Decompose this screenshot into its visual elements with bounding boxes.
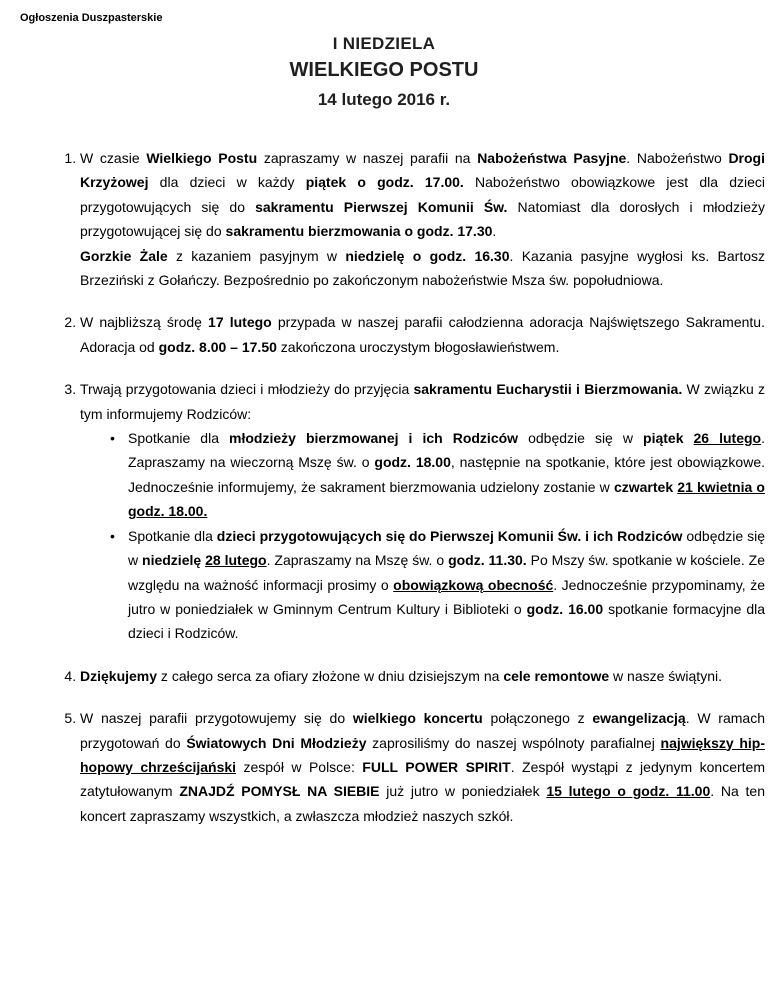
text-run: niedzielę o godz. 16.30 bbox=[345, 247, 510, 264]
text-run: Natomiast dla dorosłych i młodzieży przygotowującej się do bbox=[80, 198, 765, 240]
text-run: wielkiego koncertu bbox=[352, 710, 483, 727]
text-run: . Zespół wystąpi z jedynym koncertem zatytułowanym bbox=[80, 758, 765, 800]
text-run: Nabożeństwo obowiązkowe jest dla dzieci przygotowujących się do bbox=[80, 174, 766, 215]
text-run: godz. 18.00 bbox=[374, 454, 451, 471]
text-run: W czasie bbox=[80, 150, 147, 166]
text-run: W najbliższą środę bbox=[80, 314, 209, 331]
text-run: największy hip-hopowy chrześcijański bbox=[80, 734, 766, 775]
text-run: W związku z tym informujemy Rodziców: bbox=[80, 381, 765, 422]
text-run: z kazaniem pasyjnym w bbox=[167, 247, 346, 264]
text-run: . Nabożeństwo bbox=[626, 150, 729, 166]
text-run: zespół w Polsce: bbox=[236, 758, 363, 775]
announcement-5 bbox=[80, 706, 765, 828]
text-run: niedzielę bbox=[142, 552, 206, 569]
text-run: . W ramach przygotowań do bbox=[80, 710, 765, 751]
announcement-2 bbox=[80, 310, 765, 359]
text-run: piątek o godz. 17.00. bbox=[305, 174, 464, 191]
text-run: czwartek bbox=[613, 478, 678, 495]
text-run: Dziękujemy bbox=[80, 667, 158, 684]
text-run: Po Mszy św. spotkanie w kościele. Ze względu na ważność informacji prosimy o bbox=[128, 552, 765, 593]
text-run: 28 lutego bbox=[205, 552, 267, 569]
text-run: spotkanie formacyjne dla dzieci i Rodziców. bbox=[128, 600, 765, 642]
text-run: Trwają przygotowania dzieci i młodzieży do przyjęcia bbox=[80, 381, 414, 398]
text-run: godz. 16.00 bbox=[526, 600, 604, 617]
bullet-communion-meeting bbox=[128, 524, 765, 646]
title-line-1: I NIEDZIELA bbox=[332, 34, 436, 53]
text-run: zapraszamy w naszej parafii na bbox=[257, 150, 478, 166]
text-run: dzieci przygotowujących się do Pierwszej Komunii Św. i ich Rodziców bbox=[216, 527, 683, 544]
text-run: . Jednocześnie przypominamy, że jutro w poniedziałek w Gminnym Centrum Kultury i Biblioteki o bbox=[128, 576, 765, 617]
text-run: . Zapraszamy na wieczorną Mszę św. o bbox=[128, 430, 765, 471]
text-run: Gorzkie Żale bbox=[80, 247, 168, 264]
text-run: obowiązkową obecność bbox=[393, 576, 554, 593]
text-run: przypada w naszej parafii całodzienna adoracja Najświętszego Sakramentu. Adoracja od bbox=[80, 314, 765, 355]
text-run: . Kazania pasyjne wygłosi ks. Bartosz Brzeziński z Gołańczy. Bezpośrednio po zakończonym nabożeństwie Msza św. popołudniowa. bbox=[80, 247, 765, 289]
text-run: w nasze świątyni. bbox=[609, 667, 722, 684]
text-run: Światowych Dni Młodzieży bbox=[186, 734, 367, 751]
announcements-list bbox=[40, 146, 765, 828]
text-run: 17 lutego bbox=[208, 314, 272, 331]
text-run: godz. 8.00 – 17.50 bbox=[158, 338, 277, 355]
text-run: . bbox=[492, 223, 497, 240]
text-run: W naszej parafii przygotowujemy się do bbox=[80, 710, 353, 727]
text-run: 26 lutego bbox=[693, 430, 762, 447]
text-run: 21 kwietnia o godz. 18.00. bbox=[128, 478, 765, 520]
text-run: , następnie na spotkanie, które jest obowiązkowe. Jednocześnie informujemy, że sakrament bierzmowania udzielony zostanie w bbox=[128, 454, 766, 495]
text-run: . Na ten koncert zapraszamy wszystkich, a zwłaszcza młodzież naszych szkół. bbox=[80, 783, 766, 824]
text-run: młodzieży bierzmowanej i ich Rodziców bbox=[229, 430, 519, 447]
announcement-2-paragraph bbox=[80, 310, 765, 359]
text-run: odbędzie się w bbox=[128, 527, 765, 569]
text-run: zaprosiliśmy do naszej wspólnoty parafialnej bbox=[366, 734, 661, 751]
announcement-5-paragraph bbox=[80, 706, 765, 828]
announcement-1 bbox=[80, 146, 765, 292]
text-run: . Zapraszamy na Mszę św. o bbox=[266, 552, 449, 569]
announcement-3 bbox=[80, 377, 765, 645]
text-run: ZNAJDŹ POMYSŁ NA SIEBIE bbox=[179, 783, 380, 800]
text-run: odbędzie się w bbox=[518, 430, 644, 447]
announcement-3-paragraph bbox=[80, 377, 765, 426]
text-run: z całego serca za ofiary złożone w dniu dzisiejszym na bbox=[157, 667, 504, 684]
document-header: Ogłoszenia Duszpasterskie bbox=[20, 12, 163, 24]
text-run: Spotkanie dla bbox=[128, 527, 217, 544]
bullet-confirmation-meeting bbox=[128, 426, 765, 524]
text-run: 15 lutego o godz. 11.00 bbox=[546, 783, 711, 800]
announcement-4-paragraph bbox=[80, 664, 765, 688]
text-run: Nabożeństwa Pasyjne bbox=[477, 150, 627, 166]
text-run: Spotkanie dla bbox=[128, 430, 230, 447]
text-run: godz. 11.30. bbox=[448, 552, 527, 569]
text-run: FULL POWER SPIRIT bbox=[362, 758, 511, 775]
text-run: Wielkiego Postu bbox=[146, 150, 258, 166]
text-run: ewangelizacją bbox=[592, 710, 686, 727]
text-run: zakończona uroczystym błogosławieństwem. bbox=[276, 338, 560, 355]
text-run: połączonego z bbox=[482, 710, 593, 727]
title-line-2: WIELKIEGO POSTU bbox=[289, 59, 479, 81]
title-date: 14 lutego 2016 r. bbox=[317, 90, 451, 109]
text-run: już jutro w poniedziałek bbox=[379, 783, 547, 800]
text-run: cele remontowe bbox=[503, 667, 610, 684]
announcement-1-paragraph-1 bbox=[80, 146, 765, 244]
announcement-4 bbox=[80, 664, 765, 688]
text-run: dla dzieci w każdy bbox=[148, 174, 306, 191]
text-run: sakramentu Eucharystii i Bierzmowania. bbox=[413, 381, 683, 398]
text-run: piątek bbox=[643, 430, 694, 447]
announcement-3-bullets bbox=[80, 426, 765, 646]
announcement-1-paragraph-2 bbox=[80, 244, 765, 293]
text-run: sakramentu bierzmowania o godz. 17.30 bbox=[225, 223, 493, 240]
text-run: Drogi Krzyżowej bbox=[80, 150, 765, 191]
text-run: sakramentu Pierwszej Komunii Św. bbox=[255, 198, 508, 215]
